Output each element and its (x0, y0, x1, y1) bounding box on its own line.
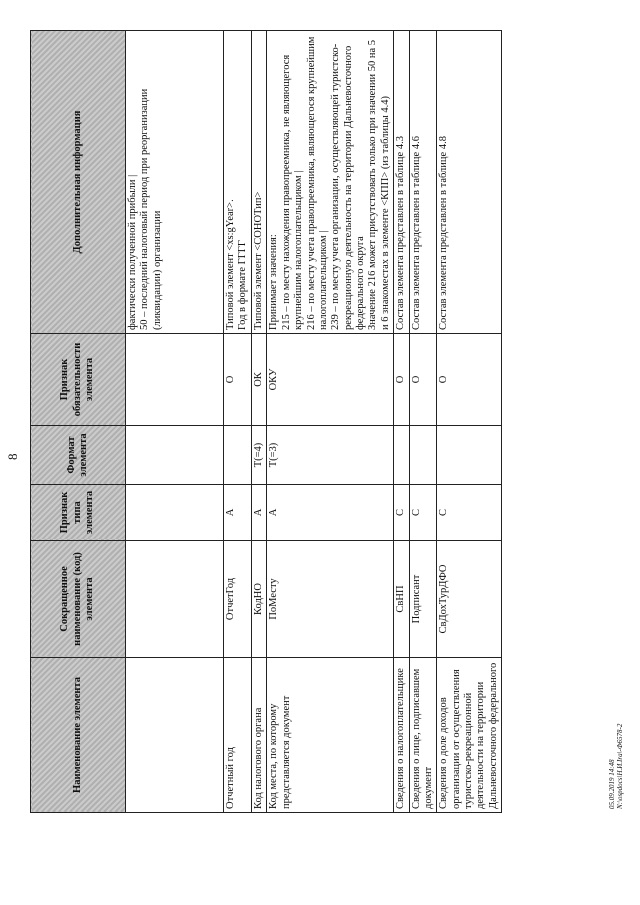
cell-format (224, 426, 252, 485)
cell-required: О (394, 334, 409, 426)
cell-format (126, 426, 224, 485)
cell-code: ПоМесту (267, 541, 394, 658)
cell-name: Код места, по которому представляется документ (267, 658, 394, 813)
cell-type (126, 485, 224, 541)
table-row (126, 31, 224, 813)
cell-format: T(=3) (267, 426, 394, 485)
print-footer (608, 724, 624, 809)
cell-required (126, 334, 224, 426)
header-element-type: Признак типа элемента (31, 485, 126, 541)
cell-type: А (224, 485, 252, 541)
cell-format (394, 426, 409, 485)
cell-name (126, 658, 224, 813)
header-additional-info: Дополнительная информация (31, 31, 126, 334)
cell-code: СвДохТурДФО (437, 541, 502, 658)
cell-info: Типовой элемент <СОНОТип> (252, 31, 267, 334)
header-element-name: Наименование элемента (31, 658, 126, 813)
element-table (30, 30, 502, 813)
cell-info: Типовой элемент <xs:gYear>. Год в формате ГГГГ (224, 31, 252, 334)
cell-code: КодНО (252, 541, 267, 658)
header-element-required: Признак обязательности элемента (31, 334, 126, 426)
cell-info: фактически полученной прибыли | 50 – последний налоговый период при реорганизации (ликвидации) организации (126, 31, 224, 334)
page-number: 8 (5, 453, 20, 460)
cell-required: О (224, 334, 252, 426)
table-row (394, 31, 409, 813)
cell-info: Состав элемента представлен в таблице 4.3 (394, 31, 409, 334)
cell-info: Состав элемента представлен в таблице 4.6 (409, 31, 437, 334)
header-element-format: Формат элемента (31, 426, 126, 485)
cell-code: ОтчетГод (224, 541, 252, 658)
cell-name: Сведения о доле доходов организации от осуществления туристско-рекреационной деятельности на территории Дальневосточного федерального (437, 658, 502, 813)
table-header-row (31, 31, 126, 813)
table-row (224, 31, 252, 813)
table-row (409, 31, 437, 813)
cell-info: Принимает значения: 215 – по месту нахождения правопреемника, не являющегося крупнейшим налогоплательщиком | 216 – по месту учета правопреемника, являющегося крупнейшим налогоплательщиком | 239 – по месту учета организации, осуществляющей туристско-рекреационную деятельность на территории Дальневосточного федерального округа Значение 216 может присутствовать только при значении 50 на 5 и 6 знакоместах в элементе <КПП> (из таблицы 4.4) (267, 31, 394, 334)
cell-code (126, 541, 224, 658)
cell-type: А (267, 485, 394, 541)
cell-required: ОКУ (267, 334, 394, 426)
cell-name: Сведения о лице, подписавшем документ (409, 658, 437, 813)
cell-code: Подписант (409, 541, 437, 658)
table-row (267, 31, 394, 813)
cell-name: Отчетный год (224, 658, 252, 813)
header-element-code: Сокращенное наименование (код) элемента (31, 541, 126, 658)
cell-format (409, 426, 437, 485)
cell-format: T(=4) (252, 426, 267, 485)
print-timestamp: 05.09.2019 14:48 (608, 759, 616, 809)
table-row (437, 31, 502, 813)
cell-required: О (437, 334, 502, 426)
cell-name: Сведения о налогоплательщике (394, 658, 409, 813)
file-path: N:\ospdocs\Н.И.Ira\-Ф6578-2 (616, 723, 625, 809)
cell-code: СвНП (394, 541, 409, 658)
table-row (252, 31, 267, 813)
cell-info: Состав элемента представлен в таблице 4.8 (437, 31, 502, 334)
cell-type: С (437, 485, 502, 541)
cell-required: О (409, 334, 437, 426)
cell-type: С (394, 485, 409, 541)
cell-name: Код налогового органа (252, 658, 267, 813)
cell-format (437, 426, 502, 485)
cell-required: ОК (252, 334, 267, 426)
cell-type: А (252, 485, 267, 541)
cell-type: С (409, 485, 437, 541)
